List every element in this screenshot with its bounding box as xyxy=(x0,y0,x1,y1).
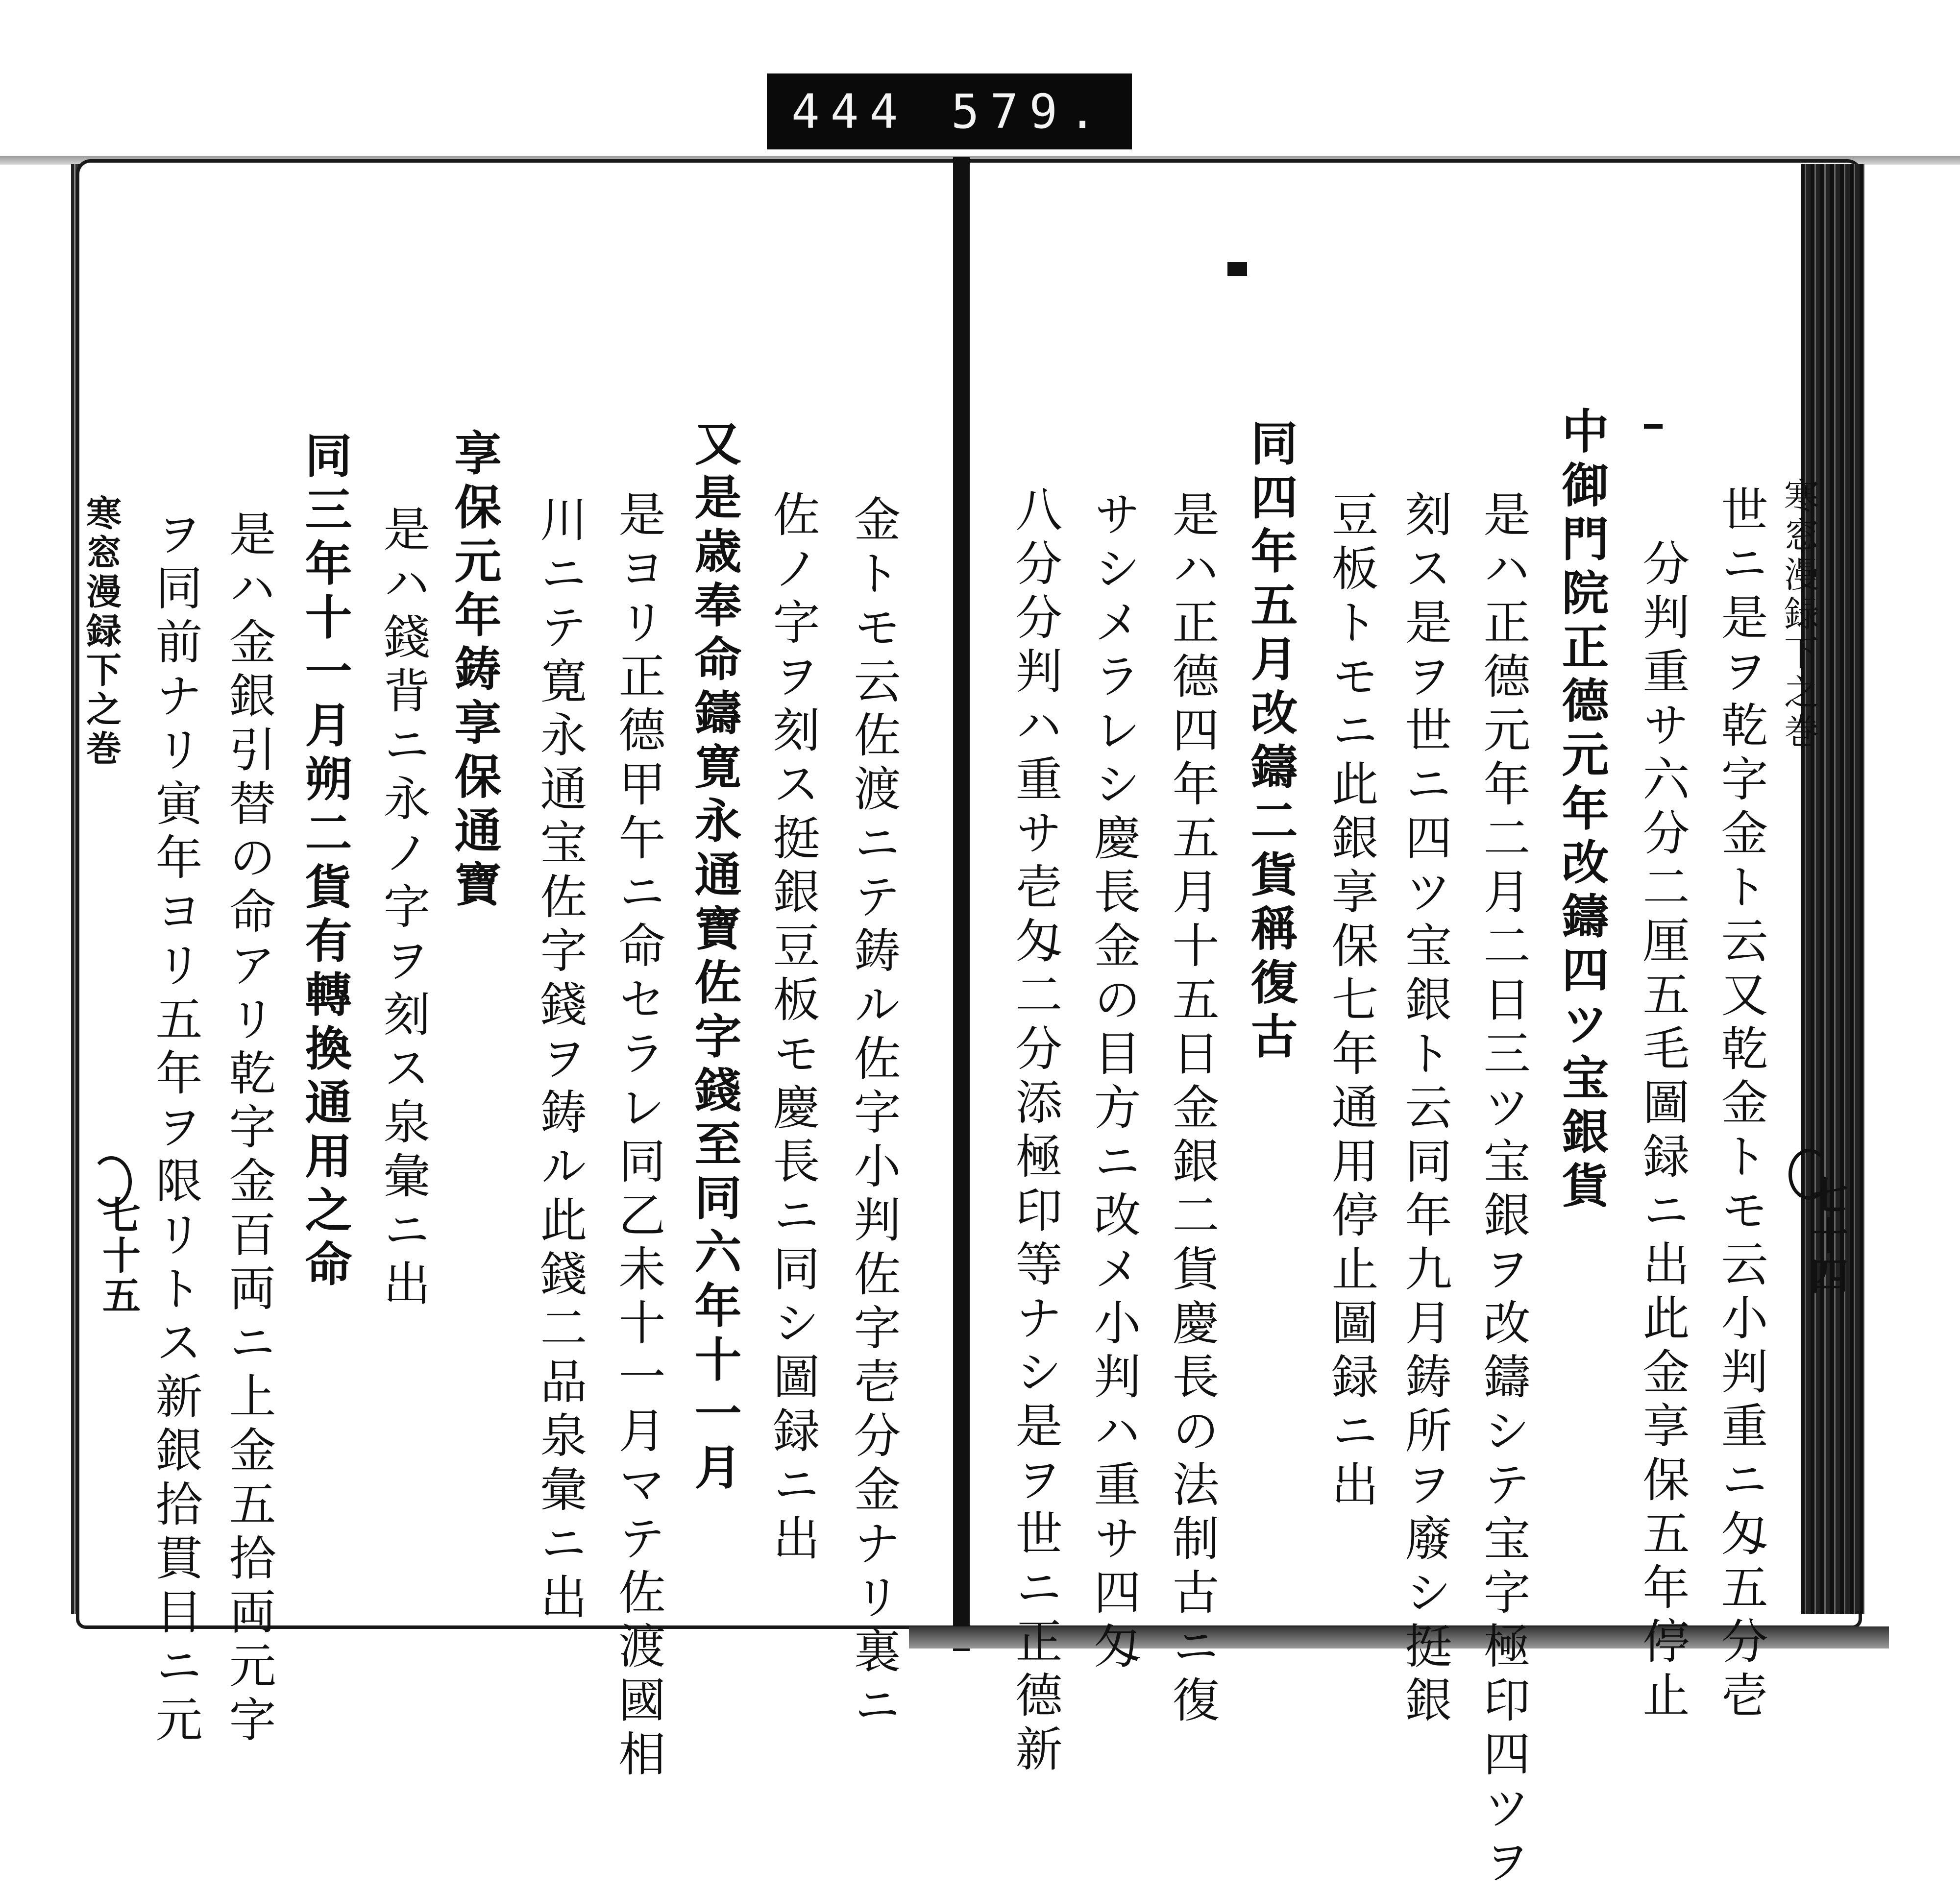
left-column-9: 是ハ金銀引替の命アリ乾字金百両ニ上金五拾両元字 xyxy=(221,509,276,1749)
ink-mark xyxy=(1227,262,1247,276)
left-column-10: ヲ同前ナリ寅年ヨリ五年ヲ限リトス新銀拾貫目ニ元 xyxy=(148,509,203,1749)
right-page-edges xyxy=(1801,164,1864,1614)
left-column-2: 佐ノ字ヲ刻ス挺銀豆板モ慶長ニ同シ圖録ニ出 xyxy=(765,490,820,1568)
right-column-9: サシメラレシ慶長金の目方ニ改メ小判ハ重サ四匁 xyxy=(1086,490,1141,1675)
left-column-1: 金トモ云佐渡ニテ鋳ル佐字小判佐字壱分金ナリ裏ニ xyxy=(846,495,901,1734)
left-page xyxy=(76,159,963,1629)
left-column-6: 享保元年鋳享保通寶 xyxy=(447,429,502,914)
ink-dash xyxy=(1644,424,1663,429)
right-column-10: 八分分判ハ重サ壱匁二分添極印等ナシ是ヲ世ニ正德新 xyxy=(1008,485,1063,1778)
right-column-7: 同四年五月改鑄二貨稱復古 xyxy=(1243,419,1298,1066)
left-column-7: 是ハ錢背ニ永ノ字ヲ刻ス泉彙ニ出 xyxy=(376,505,431,1313)
page-number-left: 七十五 xyxy=(96,1195,141,1316)
call-number-stamp xyxy=(767,73,1132,149)
stamp-right-number: 579. xyxy=(951,84,1107,139)
left-column-3: 又是歳奉命鑄寛永通寶佐字錢至同六年十一月 xyxy=(687,419,742,1497)
right-column-6: 豆板トモニ此銀享保七年通用停止圖録ニ出 xyxy=(1324,490,1379,1514)
running-title-left: 寒窓漫録下之巻 xyxy=(80,495,122,769)
stamp-left-number: 444 xyxy=(791,84,909,139)
book-spine xyxy=(953,157,970,1651)
right-column-2: 分判重サ六分二厘五毛圖録ニ出此金享保五年停止 xyxy=(1635,539,1690,1724)
running-title-right: 寒窓漫録下之巻 xyxy=(1778,478,1819,752)
right-column-1: 世ニ是ヲ乾字金ト云又乾金トモ云小判重ニ匁五分壱 xyxy=(1714,485,1768,1724)
right-column-4: 是ハ正德元年二月二日三ツ宝銀ヲ改鑄シテ宝字極印四ツヲ xyxy=(1476,490,1531,1891)
left-column-5: 川ニテ寛永通宝佐字錢ヲ鋳ル此錢二品泉彙ニ出 xyxy=(533,495,588,1626)
left-column-8: 同三年十一月朔二貨有轉換通用之命 xyxy=(297,431,353,1293)
right-column-5: 刻ス是ヲ世ニ四ツ宝銀ト云同年九月鋳所ヲ廢シ挺銀 xyxy=(1397,490,1452,1729)
right-column-3: 中御門院正德元年改鑄四ツ宝銀貨 xyxy=(1554,407,1610,1215)
left-column-4: 是ヨリ正德甲午ニ命セラレ同乙未十一月マテ佐渡國相 xyxy=(611,490,666,1783)
page-number-right: 七十四 xyxy=(1804,1176,1848,1296)
right-column-8: 是ハ正德四年五月十五日金銀二貨慶長の法制古ニ復 xyxy=(1165,490,1220,1729)
